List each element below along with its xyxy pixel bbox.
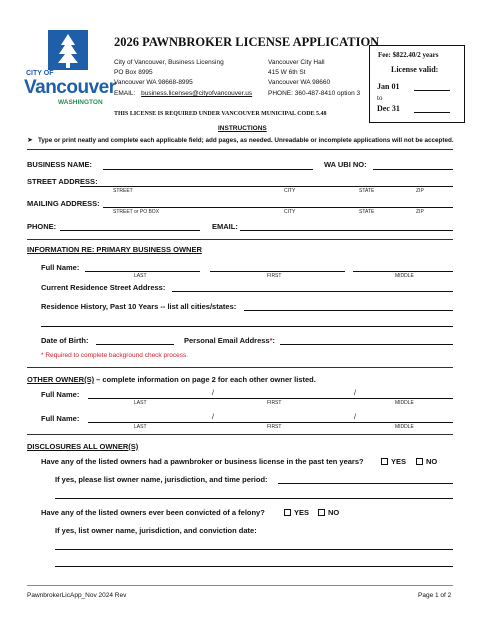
other-cap-last: LAST (134, 400, 147, 406)
personal-email-colon: : (272, 336, 276, 345)
q2-no-option[interactable] (318, 508, 339, 517)
street-cap-city: CITY (284, 188, 296, 194)
other-cap-last: LAST (134, 424, 147, 430)
email-label: EMAIL: (114, 90, 136, 97)
other-cap-middle: MIDDLE (395, 400, 414, 406)
name-slash: / (212, 414, 214, 421)
name-cap-last: LAST (134, 273, 147, 279)
other-owners-heading (27, 375, 316, 384)
license-valid: License valid: (391, 65, 439, 74)
q2-no-checkbox[interactable] (318, 509, 325, 516)
page-title: 2026 PAWNBROKER LICENSE APPLICATION (114, 35, 380, 49)
residence-history-label: Residence History, Past 10 Years -- list all cities/states: (41, 302, 237, 311)
q1-yes-checkbox[interactable] (381, 458, 388, 465)
q2-followup: If yes, list owner name, jurisdiction, and conviction date: (55, 526, 257, 535)
residence-history-field-1[interactable] (244, 310, 453, 311)
dob-label: Date of Birth: (41, 336, 89, 345)
name-slash: / (212, 390, 214, 397)
valid-from: Jan 01 (377, 82, 400, 91)
address-left-line: PO Box 8995 (114, 69, 153, 76)
other-full-name-label-2: Full Name: (41, 414, 80, 423)
address-right (268, 58, 330, 88)
mailing-cap-state: STATE (359, 209, 375, 215)
q2-answer-field-2[interactable] (55, 566, 453, 567)
mailing-address-field[interactable] (103, 207, 453, 208)
primary-owner-divider (27, 367, 453, 368)
q2-answer-field-1[interactable] (55, 549, 453, 550)
primary-owner-heading: INFORMATION RE: PRIMARY BUSINESS OWNER (27, 245, 202, 254)
contact-email (114, 90, 252, 97)
primary-last-name-field[interactable] (85, 271, 200, 272)
street-cap-zip: ZIP (416, 188, 424, 194)
disclosures-heading: DISCLOSURES ALL OWNER(S) (27, 442, 139, 451)
valid-to: to (377, 94, 383, 102)
q1-no-checkbox[interactable] (416, 458, 423, 465)
street-address-field[interactable] (80, 186, 453, 187)
mailing-cap-city: CITY (284, 209, 296, 215)
personal-email-label (184, 336, 275, 345)
logo-city-of: CITY OF (26, 70, 54, 77)
business-divider (27, 239, 453, 240)
street-address-label: STREET ADDRESS: (27, 177, 98, 186)
address-left (114, 58, 224, 88)
required-note: THIS LICENSE IS REQUIRED UNDER VANCOUVER MUNICIPAL CODE 5.48 (114, 111, 327, 117)
business-name-field[interactable] (103, 169, 313, 170)
required-asterisk: * (269, 336, 273, 345)
valid-until-line (414, 112, 450, 113)
q2-yes-option[interactable] (284, 508, 309, 517)
email-link[interactable]: business.licenses@cityofvancouver.us (141, 90, 253, 97)
instructions-divider (27, 149, 453, 150)
instructions-arrow-icon: ➤ (27, 137, 33, 144)
phone-label: PHONE: (27, 222, 57, 231)
dob-field[interactable] (96, 344, 174, 345)
other-cap-middle: MIDDLE (395, 424, 414, 430)
address-right-line: Vancouver WA 98660 (268, 79, 331, 86)
logo-vancouver: Vancouver (24, 77, 116, 98)
phone-field[interactable] (60, 230, 200, 231)
contact-phone: PHONE: 360-487-8410 option 3 (268, 90, 361, 97)
q1-yes-option[interactable] (381, 457, 406, 466)
name-cap-middle: MIDDLE (395, 273, 414, 279)
q2-yes-label: YES (294, 508, 310, 517)
residence-history-field-2[interactable] (41, 326, 453, 327)
other-owners-heading-rest: – complete information on page 2 for each other owner listed. (94, 375, 316, 384)
q1-followup: If yes, please list owner name, jurisdiction, and time period: (55, 475, 268, 484)
q1-answer-field-2[interactable] (55, 498, 453, 499)
valid-from-line (414, 90, 450, 91)
business-name-label: BUSINESS NAME: (27, 160, 93, 169)
other-owners-heading-u: OTHER OWNER(S) (27, 375, 95, 384)
required-note-red: * Required to complete background check process. (41, 352, 189, 359)
instructions-heading: INSTRUCTIONS (218, 125, 267, 132)
footer-divider (27, 585, 453, 586)
q1-no-label: NO (426, 457, 438, 466)
mailing-cap-zip: ZIP (416, 209, 424, 215)
q1-no-option[interactable] (416, 457, 437, 466)
question-license: Have any of the listed owners had a pawnbroker or business license in the past ten years? (41, 457, 364, 466)
footer-page-number: Page 1 of 2 (418, 592, 452, 599)
ubi-label: WA UBI NO: (324, 160, 367, 169)
name-slash: / (354, 414, 356, 421)
instructions-text: Type or print neatly and complete each applicable field; add pages, as needed. Unreadable or incomplete applications will not be accepted. (38, 137, 454, 144)
other-cap-first: FIRST (267, 424, 282, 430)
fee-box (369, 45, 465, 123)
residence-field[interactable] (172, 291, 453, 292)
tree-icon (48, 30, 88, 70)
other-cap-first: FIRST (267, 400, 282, 406)
other-owners-divider (27, 434, 453, 435)
address-left-line: Vancouver WA 98668-8995 (114, 79, 193, 86)
residence-label: Current Residence Street Address: (41, 283, 166, 292)
other-name-field-2[interactable] (88, 422, 453, 423)
city-logo (24, 30, 116, 110)
other-name-field-1[interactable] (88, 398, 453, 399)
address-right-line: 415 W 6th St (268, 69, 306, 76)
address-right-line: Vancouver City Hall (268, 59, 325, 66)
street-cap-street: STREET (113, 188, 133, 194)
question-felony: Have any of the listed owners ever been convicted of a felony? (41, 508, 265, 517)
valid-until: Dec 31 (377, 104, 400, 113)
address-left-line: City of Vancouver, Business Licensing (114, 59, 224, 66)
logo-washington: WASHINGTON (58, 99, 103, 106)
footer-revision: PawnbrokerLicApp_Nov 2024 Rev (27, 592, 127, 599)
name-slash: / (354, 390, 356, 397)
mailing-address-label: MAILING ADDRESS: (27, 199, 100, 208)
q1-yes-label: YES (391, 457, 407, 466)
personal-email-text: Personal Email Address (184, 336, 270, 345)
primary-first-name-field[interactable] (210, 271, 345, 272)
email-field-label: EMAIL: (212, 222, 238, 231)
primary-middle-name-field[interactable] (353, 271, 453, 272)
personal-email-field[interactable] (280, 344, 453, 345)
ubi-field[interactable] (373, 169, 453, 170)
primary-full-name-label: Full Name: (41, 263, 80, 272)
other-full-name-label-1: Full Name: (41, 390, 80, 399)
street-cap-state: STATE (359, 188, 375, 194)
mailing-cap-street: STREET or PO BOX (113, 209, 160, 215)
fee-amount: Fee: $822.40/2 years (378, 51, 439, 59)
q1-answer-field-1[interactable] (278, 483, 453, 484)
q2-yes-checkbox[interactable] (284, 509, 291, 516)
email-field[interactable] (240, 230, 453, 231)
name-cap-first: FIRST (267, 273, 282, 279)
q2-no-label: NO (328, 508, 340, 517)
